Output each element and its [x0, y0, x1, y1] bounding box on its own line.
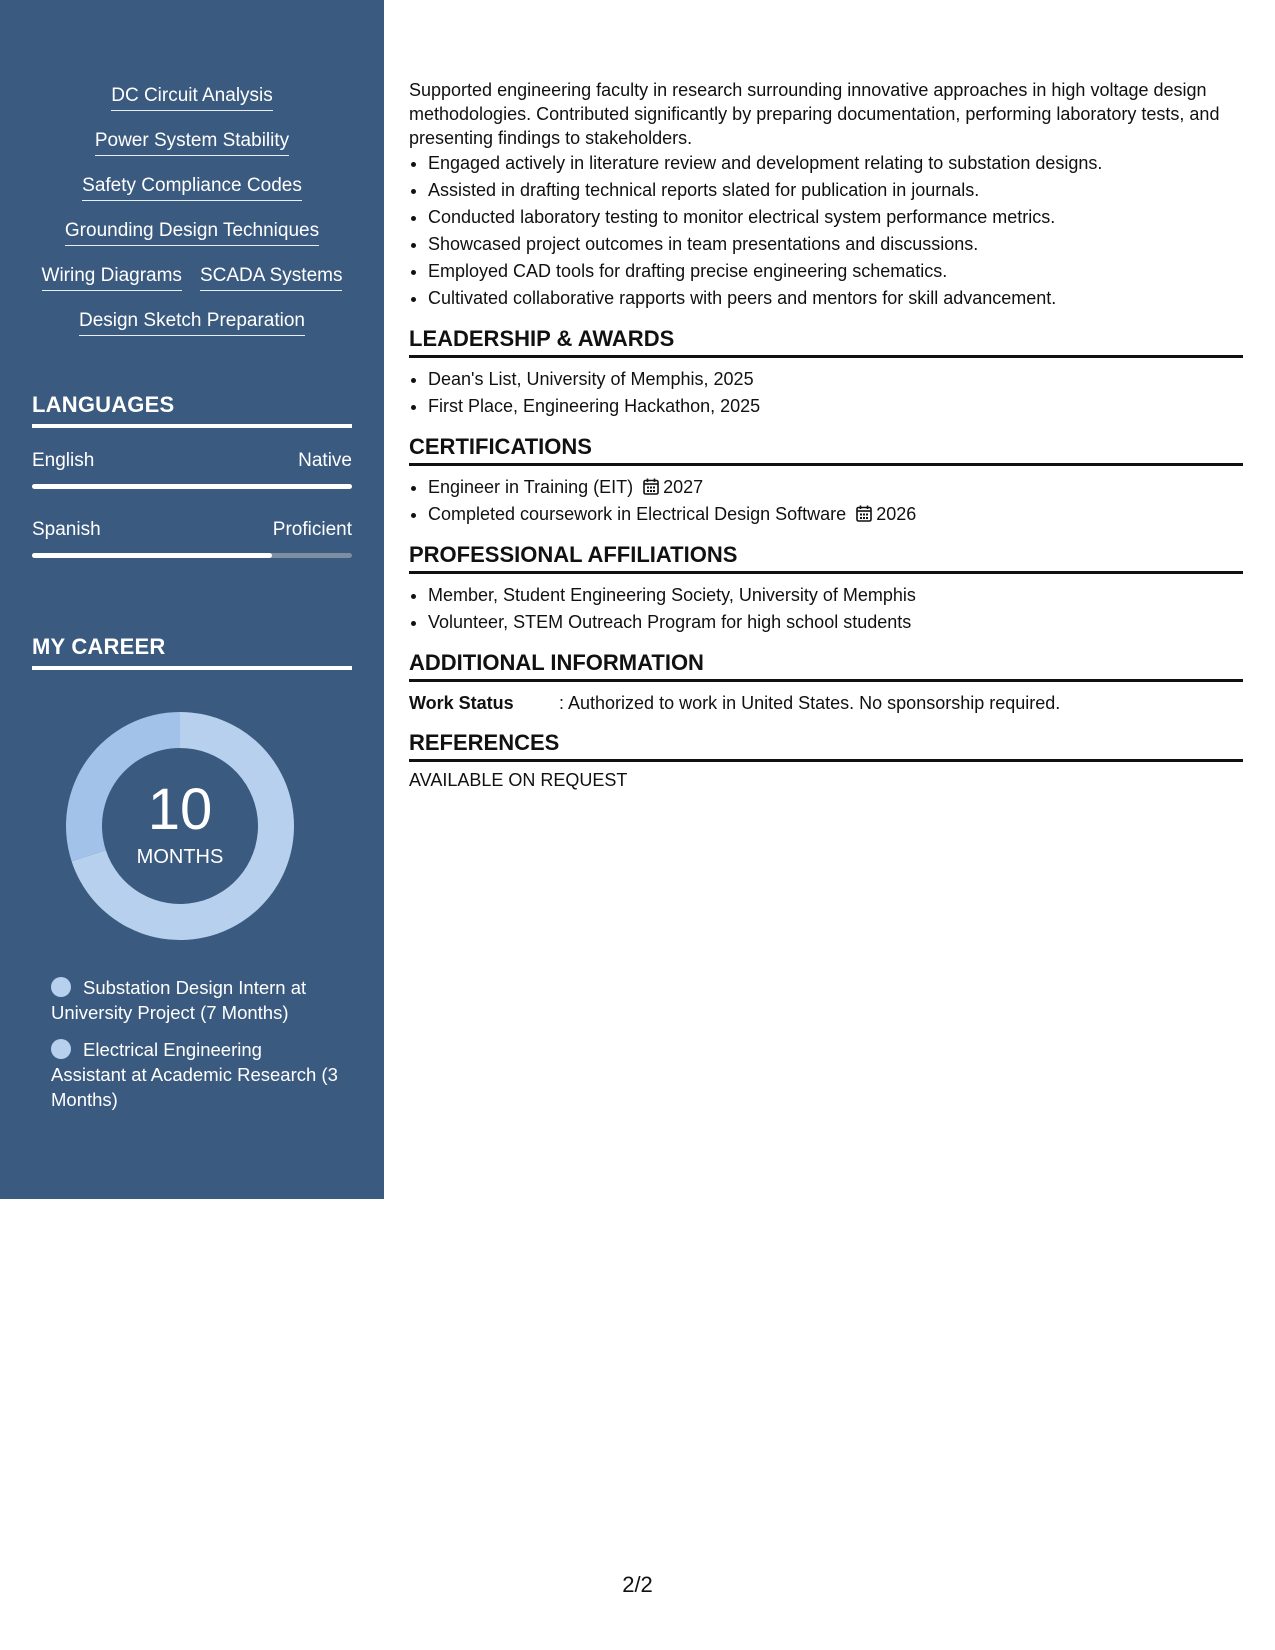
career-legend-item	[51, 975, 341, 1025]
list-item: • Assisted in drafting technical reports slated for publication in journals.	[428, 177, 1243, 204]
career-legend-label: Electrical Engineering Assistant at Academic Research (3 Months)	[51, 1039, 338, 1110]
sidebar	[0, 0, 384, 1199]
certifications-list	[409, 474, 1243, 528]
list-item: • Volunteer, STEM Outreach Program for high school students	[428, 609, 1243, 636]
skill-tag: Safety Compliance Codes	[82, 174, 302, 201]
certification-year: 2026	[876, 504, 917, 524]
list-item	[428, 501, 1243, 528]
language-bar	[32, 553, 352, 558]
affiliations-list	[409, 582, 1243, 636]
list-item: • Cultivated collaborative rapports with peers and mentors for skill advancement.	[428, 285, 1243, 312]
career-heading: MY CAREER	[32, 634, 352, 670]
certifications-heading: CERTIFICATIONS	[409, 434, 1243, 466]
list-item: • Conducted laboratory testing to monitor electrical system performance metrics.	[428, 204, 1243, 231]
skill-tag: Wiring Diagrams	[42, 264, 182, 291]
certification-name: Completed coursework in Electrical Design Software	[428, 504, 847, 524]
work-status-value: : Authorized to work in United States. No sponsorship required.	[559, 693, 1061, 713]
main-content	[409, 78, 1243, 791]
experience-bullets	[409, 150, 1243, 312]
list-item: • Showcased project outcomes in team presentations and discussions.	[428, 231, 1243, 258]
career-legend-label: Substation Design Intern at University Project (7 Months)	[51, 977, 307, 1023]
additional-info-heading: ADDITIONAL INFORMATION	[409, 650, 1243, 682]
language-bar	[32, 484, 352, 489]
list-item: • Engaged actively in literature review and development relating to substation designs.	[428, 150, 1243, 177]
skills-list	[0, 84, 384, 354]
skill-tag: DC Circuit Analysis	[111, 84, 273, 111]
languages-heading: LANGUAGES	[32, 392, 352, 428]
certification-year: 2027	[663, 477, 704, 497]
calendar-icon	[643, 478, 659, 495]
language-bar-fill	[32, 553, 272, 558]
calendar-icon	[856, 505, 872, 522]
references-text: AVAILABLE ON REQUEST	[409, 770, 628, 790]
legend-dot-icon	[51, 977, 71, 997]
language-bar-fill	[32, 484, 352, 489]
language-spanish	[32, 519, 352, 558]
certification-name: Engineer in Training (EIT)	[428, 477, 634, 497]
language-level: Native	[298, 450, 352, 471]
affiliations-heading: PROFESSIONAL AFFILIATIONS	[409, 542, 1243, 574]
skill-tag: Design Sketch Preparation	[79, 309, 305, 336]
list-item: • Dean's List, University of Memphis, 2025	[428, 366, 1243, 393]
language-name: English	[32, 450, 95, 471]
language-level: Proficient	[272, 519, 352, 540]
page-number: 2/2	[622, 1572, 653, 1597]
leadership-heading: LEADERSHIP & AWARDS	[409, 326, 1243, 358]
skill-tag: Grounding Design Techniques	[65, 219, 319, 246]
language-name: Spanish	[32, 519, 101, 540]
career-legend-item	[51, 1037, 341, 1112]
leadership-list	[409, 366, 1243, 420]
list-item	[428, 474, 1243, 501]
skill-tag: Power System Stability	[95, 129, 289, 156]
experience-description: Supported engineering faculty in research surrounding innovative approaches in high voltage design methodologies. Contributed significantly by preparing documentation, performing laboratory tests, and presenting findings to stakeholders.	[409, 80, 1220, 148]
work-status-row	[409, 690, 1243, 716]
career-total-value: 10	[147, 777, 213, 842]
work-status-label: Work Status	[409, 693, 514, 713]
list-item: • First Place, Engineering Hackathon, 2025	[428, 393, 1243, 420]
legend-dot-icon	[51, 1039, 71, 1059]
list-item: • Employed CAD tools for drafting precise engineering schematics.	[428, 258, 1243, 285]
references-heading: REFERENCES	[409, 730, 1243, 762]
career-total-unit: MONTHS	[136, 846, 224, 868]
language-english	[32, 450, 352, 489]
list-item: • Member, Student Engineering Society, University of Memphis	[428, 582, 1243, 609]
skill-tag: SCADA Systems	[200, 264, 343, 291]
